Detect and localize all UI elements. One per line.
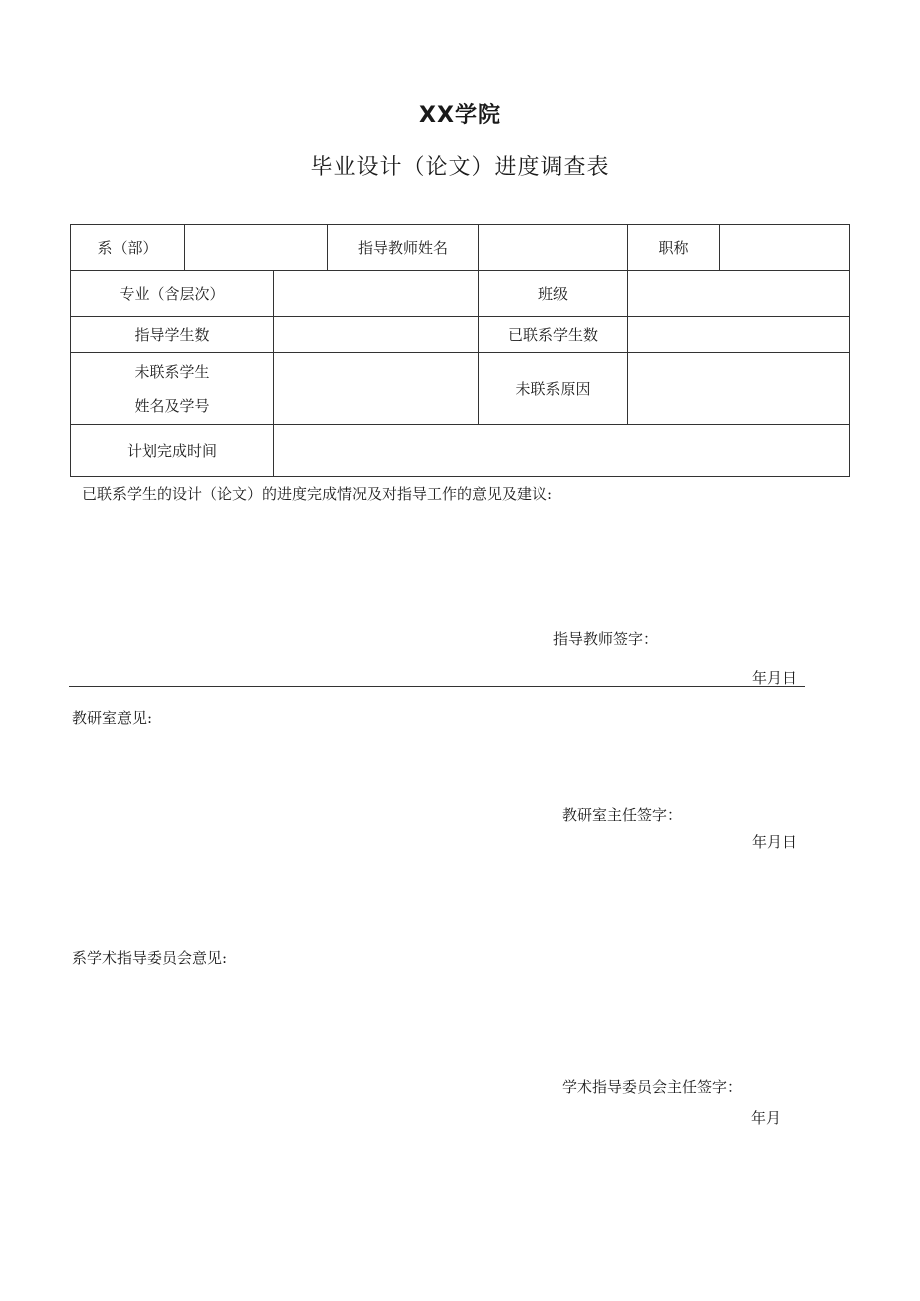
class-label: 班级 [479, 271, 628, 317]
guided-count-field[interactable] [274, 317, 479, 353]
uncontacted-reason-label: 未联系原因 [479, 353, 628, 425]
contacted-count-field[interactable] [628, 317, 850, 353]
committee-section-label: 系学术指导委员会意见: [72, 949, 228, 967]
table-row [71, 353, 850, 425]
uncontacted-label-line2: 姓名及学号 [134, 396, 210, 415]
advisor-date-label: 年月日 [752, 669, 798, 687]
dept-field[interactable] [185, 225, 328, 271]
planned-completion-label: 计划完成时间 [71, 425, 274, 477]
office-signature-label: 教研室主任签字： [562, 806, 683, 824]
table-row [71, 225, 850, 271]
major-label: 专业（含层次） [71, 271, 274, 317]
college-title: XX学院 [419, 103, 501, 128]
class-field[interactable] [628, 271, 850, 317]
table-row [71, 271, 850, 317]
advisor-name-field[interactable] [479, 225, 628, 271]
section-divider [69, 686, 805, 687]
advisor-signature-label: 指导教师签字： [553, 630, 659, 648]
uncontacted-reason-field[interactable] [628, 353, 850, 425]
table-row [71, 317, 850, 353]
office-date-label: 年月日 [752, 833, 798, 851]
planned-completion-field[interactable] [274, 425, 850, 477]
guided-count-label: 指导学生数 [71, 317, 274, 353]
table-row [71, 425, 850, 477]
job-title-field[interactable] [720, 225, 850, 271]
committee-date-label: 年月 [751, 1109, 782, 1127]
contacted-count-label: 已联系学生数 [479, 317, 628, 353]
form-title: 毕业设计（论文）进度调查表 [310, 155, 610, 180]
advisor-name-label: 指导教师姓名 [328, 225, 479, 271]
job-title-label: 职称 [628, 225, 720, 271]
dept-label: 系（部） [71, 225, 185, 271]
info-table [70, 224, 850, 477]
uncontacted-field[interactable] [274, 353, 479, 425]
committee-signature-label: 学术指导委员会主任签字： [562, 1078, 743, 1096]
major-field[interactable] [274, 271, 479, 317]
uncontacted-label [71, 353, 274, 425]
uncontacted-label-line1: 未联系学生 [134, 362, 210, 381]
progress-section-label: 已联系学生的设计（论文）的进度完成情况及对指导工作的意见及建议: [82, 485, 553, 503]
office-section-label: 教研室意见: [72, 709, 153, 727]
